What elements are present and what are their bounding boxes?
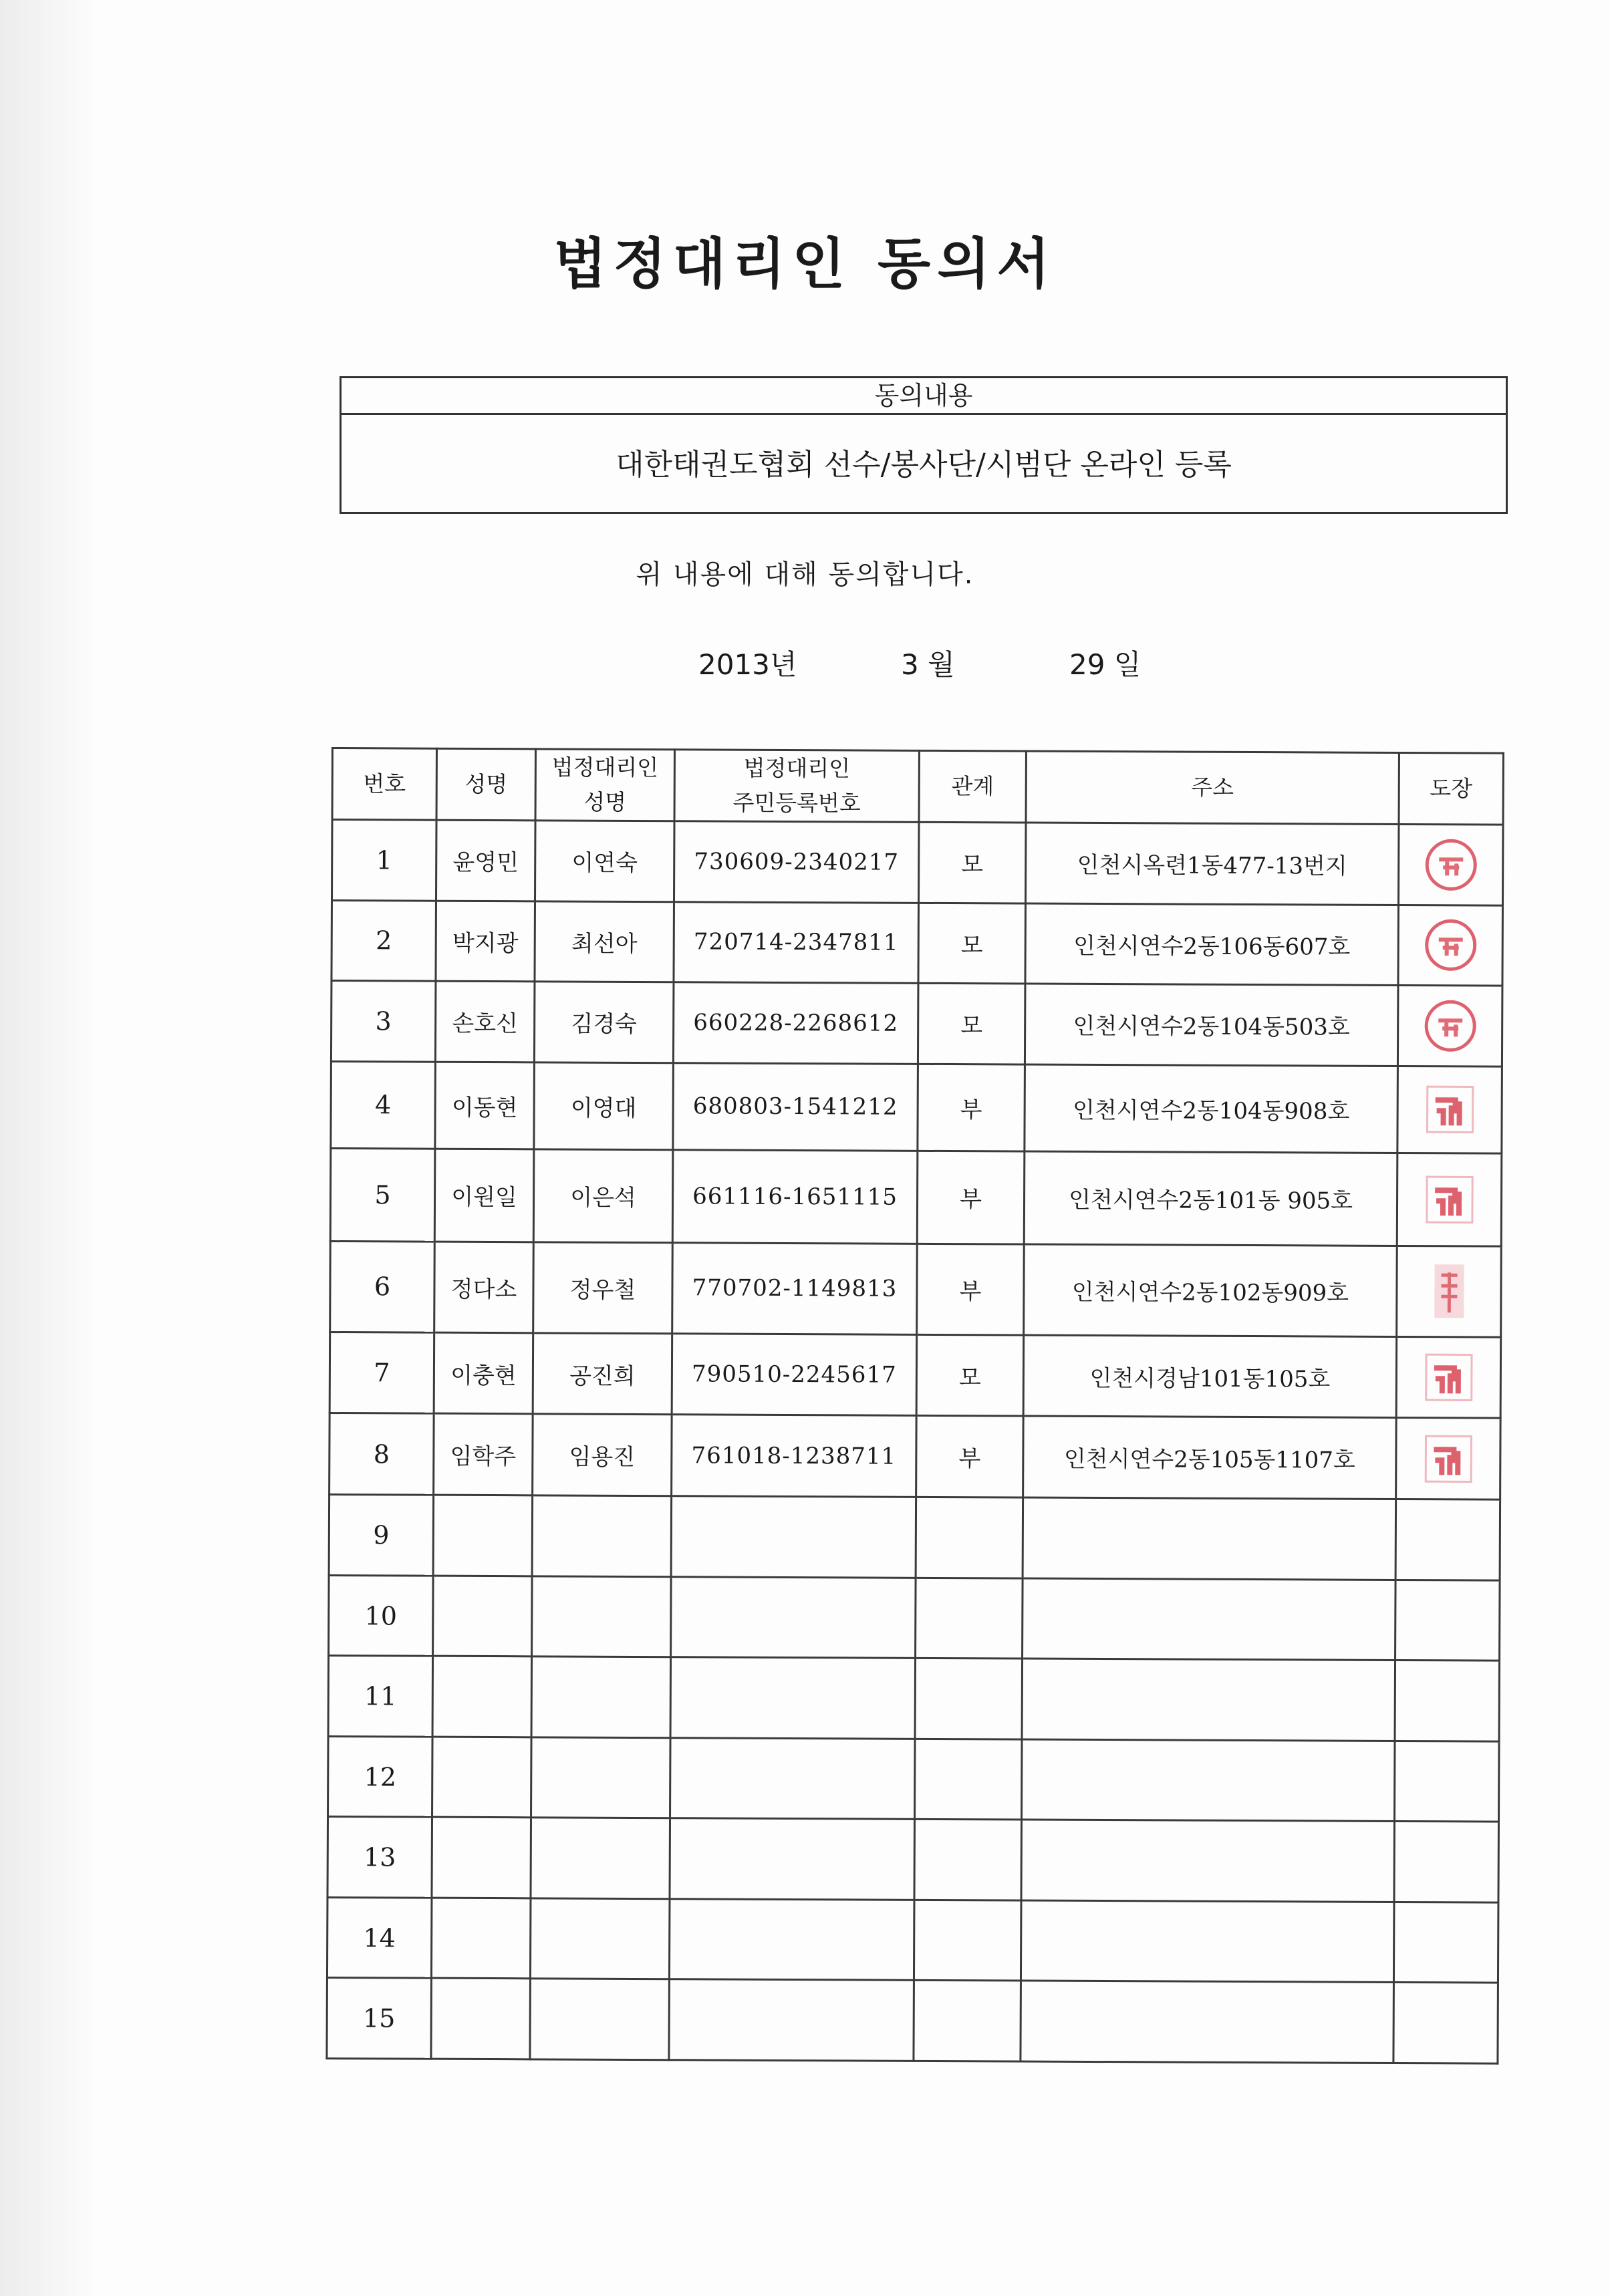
header-guardian-name [535, 749, 674, 821]
row-number: 1 [332, 820, 437, 901]
row-name [431, 1979, 531, 2059]
row-address [1021, 1820, 1395, 1902]
row-seal [1394, 1741, 1499, 1822]
table-row [327, 1817, 1499, 1902]
row-name: 이충현 [434, 1332, 533, 1413]
row-seal [1395, 1580, 1500, 1661]
row-relation [914, 1900, 1021, 1981]
table-row [331, 1061, 1502, 1153]
row-guardian-rrn: 660228-2268612 [673, 982, 918, 1064]
row-address [1023, 1497, 1396, 1580]
row-guardian-name [531, 1818, 670, 1898]
row-name: 손호신 [435, 981, 535, 1062]
scan-shadow [0, 0, 100, 2296]
row-name: 이동현 [435, 1062, 535, 1149]
row-number: 8 [329, 1413, 434, 1495]
guardian-consent-table [325, 747, 1504, 2065]
seal-stamp-icon [1421, 1264, 1477, 1320]
seal-stamp-icon [1422, 917, 1478, 973]
row-guardian-name: 김경숙 [534, 982, 674, 1062]
row-number: 14 [327, 1897, 432, 1978]
row-guardian-rrn [670, 1818, 915, 1900]
row-name: 윤영민 [436, 820, 535, 901]
row-guardian-name [530, 1898, 670, 1979]
table-row [331, 900, 1503, 986]
row-guardian-name [531, 1737, 671, 1818]
table-row [329, 1575, 1500, 1661]
row-seal [1397, 1153, 1502, 1246]
row-guardian-rrn: 661116-1651115 [672, 1150, 918, 1244]
row-number: 4 [331, 1061, 436, 1149]
date-year: 2013년 [698, 648, 797, 681]
row-name: 박지광 [436, 901, 535, 982]
row-seal [1395, 1499, 1500, 1580]
header-guardian-rrn-line2: 주민등록번호 [732, 789, 861, 817]
row-relation: 모 [918, 983, 1025, 1064]
row-guardian-rrn: 680803-1541212 [673, 1062, 918, 1151]
consent-text: 대한태권도협회 선수/봉사단/시범단 온라인 등록 [616, 448, 1232, 482]
row-relation [916, 1497, 1023, 1578]
row-guardian-name [530, 1979, 670, 2060]
row-guardian-rrn: 770702-1149813 [672, 1242, 918, 1334]
table-header-row [332, 748, 1503, 825]
row-seal [1397, 985, 1502, 1066]
row-name [432, 1737, 532, 1818]
header-relation: 관계 [919, 750, 1026, 823]
row-number: 13 [327, 1817, 432, 1898]
row-name [432, 1657, 532, 1737]
row-relation [915, 1659, 1023, 1739]
row-relation: 부 [916, 1415, 1024, 1497]
row-number: 10 [329, 1575, 434, 1656]
row-number: 12 [328, 1736, 433, 1817]
row-number: 7 [329, 1332, 434, 1413]
row-relation [916, 1578, 1023, 1659]
table-row [331, 981, 1502, 1066]
row-name: 이원일 [434, 1149, 534, 1242]
row-guardian-rrn: 790510-2245617 [672, 1334, 917, 1415]
row-number: 3 [331, 981, 436, 1062]
row-number: 5 [330, 1149, 435, 1242]
row-address: 인천시옥련1동477-13번지 [1025, 823, 1399, 905]
row-name: 임학주 [434, 1413, 533, 1495]
row-guardian-name [532, 1495, 672, 1576]
row-address: 인천시연수2동104동908호 [1025, 1064, 1398, 1153]
row-guardian-rrn [670, 1657, 916, 1739]
row-address [1022, 1739, 1395, 1822]
row-seal [1393, 1983, 1498, 2063]
row-guardian-name: 최선아 [535, 901, 674, 982]
date-month: 3 월 [901, 648, 955, 681]
row-seal [1395, 1661, 1500, 1741]
header-guardian-rrn [674, 750, 919, 823]
row-number: 15 [327, 1978, 432, 2059]
header-address: 주소 [1026, 751, 1399, 824]
table-row [330, 1241, 1502, 1337]
row-relation: 모 [916, 1335, 1024, 1416]
row-seal [1397, 1246, 1502, 1337]
row-guardian-name: 공진희 [533, 1333, 672, 1414]
agreement-statement: 위 내용에 대해 동의합니다. [636, 559, 974, 590]
row-guardian-rrn [669, 1979, 914, 2061]
date-day: 29 일 [1069, 648, 1142, 681]
table-row [329, 1413, 1501, 1499]
row-relation: 부 [917, 1151, 1025, 1244]
row-address [1021, 1900, 1394, 1983]
table-row [329, 1495, 1500, 1580]
row-guardian-name: 이영대 [534, 1062, 674, 1149]
row-guardian-name: 정우철 [533, 1242, 673, 1334]
row-guardian-rrn: 720714-2347811 [674, 901, 919, 983]
row-number: 9 [329, 1495, 434, 1576]
table-row [330, 1149, 1502, 1246]
seal-stamp-icon [1421, 1171, 1477, 1228]
row-name [431, 1898, 531, 1979]
row-guardian-name: 이연숙 [535, 821, 674, 901]
row-seal [1396, 1417, 1501, 1499]
row-name [432, 1818, 531, 1898]
row-guardian-rrn [671, 1496, 916, 1578]
table-row [327, 1897, 1498, 1983]
row-relation [915, 1739, 1023, 1820]
table-row [328, 1736, 1500, 1822]
consent-header: 동의내용 [342, 378, 1506, 415]
row-name [433, 1495, 533, 1576]
row-guardian-rrn [670, 1738, 916, 1820]
row-name [433, 1576, 533, 1657]
row-guardian-name [532, 1576, 672, 1657]
seal-stamp-icon [1420, 1431, 1476, 1487]
row-seal [1398, 905, 1503, 986]
row-seal [1396, 1337, 1501, 1418]
row-seal [1397, 1066, 1502, 1153]
seal-stamp-icon [1423, 837, 1479, 893]
seal-stamp-icon [1422, 1081, 1478, 1137]
row-seal [1398, 824, 1503, 905]
header-guardian-name-line1: 법정대리인 [551, 754, 659, 781]
seal-stamp-icon [1420, 1349, 1476, 1405]
table-row [329, 1332, 1501, 1418]
row-relation [914, 1820, 1022, 1900]
row-guardian-name: 이은석 [533, 1149, 673, 1243]
row-guardian-rrn [669, 1899, 914, 1981]
row-address: 인천시연수2동101동 905호 [1024, 1151, 1397, 1246]
table-row [327, 1978, 1498, 2063]
header-seal: 도장 [1399, 752, 1503, 825]
seal-stamp-icon [1422, 998, 1478, 1054]
row-guardian-name [531, 1657, 671, 1737]
header-guardian-rrn-line1: 법정대리인 [743, 754, 851, 782]
row-relation: 부 [918, 1064, 1025, 1151]
row-address: 인천시연수2동102동909호 [1024, 1244, 1397, 1337]
header-guardian-name-line2: 성명 [583, 788, 627, 815]
row-address [1021, 1981, 1394, 2063]
row-seal [1394, 1822, 1499, 1902]
row-relation [914, 1981, 1021, 2061]
row-guardian-rrn: 761018-1238711 [672, 1415, 917, 1497]
row-guardian-rrn [671, 1577, 916, 1659]
consent-box [340, 376, 1508, 514]
row-address: 인천시연수2동104동503호 [1025, 984, 1398, 1066]
row-relation: 부 [917, 1244, 1025, 1335]
header-name: 성명 [436, 748, 535, 821]
row-guardian-rrn: 730609-2340217 [674, 821, 919, 903]
row-address: 인천시연수2동106동607호 [1025, 903, 1399, 986]
row-address [1023, 1578, 1396, 1661]
table-row [332, 820, 1504, 905]
row-name: 정다소 [434, 1242, 534, 1333]
row-address [1022, 1659, 1395, 1741]
header-no: 번호 [332, 748, 436, 821]
row-number: 6 [330, 1241, 435, 1332]
row-number: 11 [328, 1656, 433, 1737]
row-address: 인천시경남101동105호 [1023, 1335, 1397, 1417]
table-row [328, 1656, 1500, 1741]
document-title: 법정대리인 동의서 [553, 232, 1057, 296]
row-address: 인천시연수2동105동1107호 [1023, 1416, 1397, 1499]
row-guardian-name: 임용진 [533, 1414, 672, 1496]
row-relation: 모 [918, 903, 1026, 984]
row-seal [1393, 1902, 1498, 1983]
row-number: 2 [331, 900, 436, 981]
row-relation: 모 [918, 822, 1026, 903]
